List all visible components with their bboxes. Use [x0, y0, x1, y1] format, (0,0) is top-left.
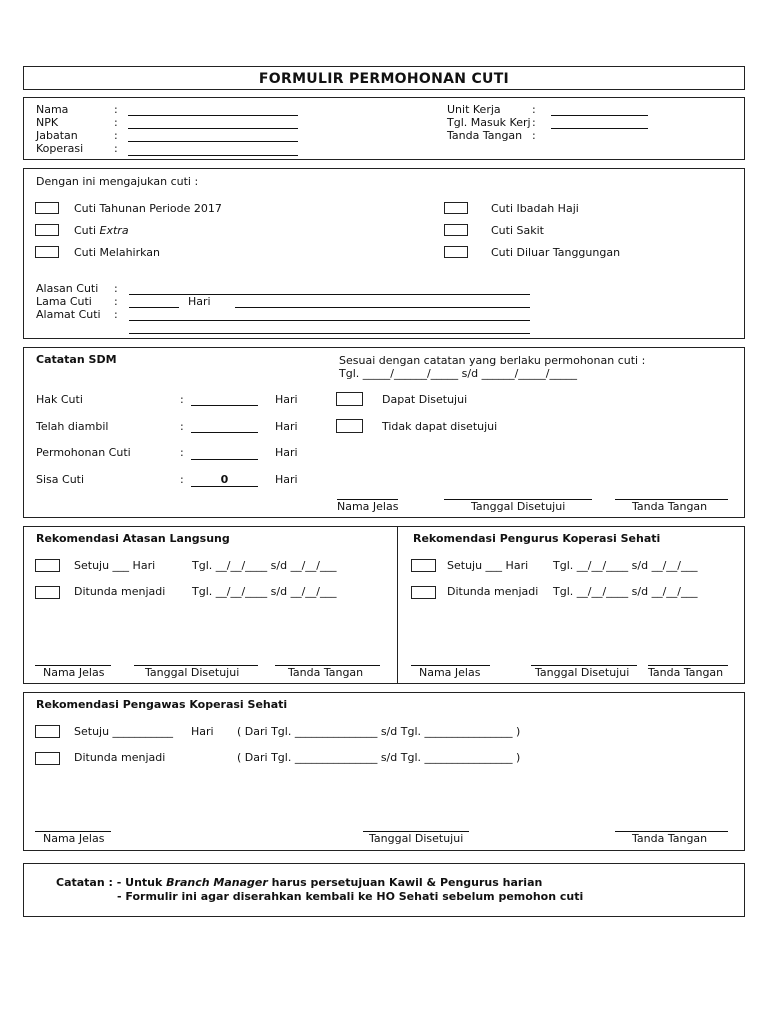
permohonan-cuti-hari: Hari [275, 446, 298, 459]
npk-label: NPK [36, 116, 59, 129]
atasan-ditunda-tgl: Tgl. __/__/____ s/d __/__/___ [192, 585, 337, 598]
colon: : [114, 129, 118, 142]
request-intro: Dengan ini mengajukan cuti : [36, 175, 199, 188]
sisa-cuti-hari: Hari [275, 473, 298, 486]
hak-cuti-hari: Hari [275, 393, 298, 406]
jabatan-label: Jabatan [36, 129, 78, 142]
form-title: FORMULIR PERMOHONAN CUTI [258, 71, 510, 87]
sdm-nama-jelas: Nama Jelas [337, 500, 399, 513]
catatan-italic: Branch Manager [166, 876, 268, 889]
cuti-haji-checkbox[interactable] [444, 202, 468, 214]
hak-cuti-field[interactable] [191, 405, 258, 406]
tanda-tangan-label: Tanda Tangan [447, 129, 523, 142]
pengawas-nama-jelas: Nama Jelas [43, 832, 105, 845]
colon: : [180, 393, 184, 406]
cuti-melahirkan-checkbox[interactable] [35, 246, 59, 258]
pengawas-hari: Hari [191, 725, 214, 738]
request-box [23, 168, 745, 339]
permohonan-cuti-label: Permohonan Cuti [36, 446, 131, 459]
rekomendasi-box [23, 526, 745, 684]
sdm-box [23, 347, 745, 518]
catatan-rest: harus persetujuan Kawil & Pengurus harian [267, 876, 543, 889]
pengurus-nama-jelas: Nama Jelas [419, 666, 481, 679]
cuti-melahirkan-label: Cuti Melahirkan [74, 246, 161, 259]
cuti-tahunan-label: Cuti Tahunan Periode 2017 [74, 202, 222, 215]
pengawas-box [23, 692, 745, 851]
pengurus-title: Rekomendasi Pengurus Koperasi Sehati [413, 532, 661, 545]
pengurus-setuju-tgl: Tgl. __/__/____ s/d __/__/___ [553, 559, 698, 572]
koperasi-field[interactable] [128, 155, 298, 156]
pengawas-setuju: Setuju ___________ [74, 725, 174, 738]
pengurus-ditunda: Ditunda menjadi [447, 585, 539, 598]
pengurus-setuju: Setuju ___ Hari [447, 559, 529, 572]
pengawas-ditunda-checkbox[interactable] [35, 752, 60, 765]
lama-hari: Hari [188, 295, 211, 308]
colon: : [114, 142, 118, 155]
title-box [23, 66, 745, 90]
tgl-masuk-field[interactable] [551, 128, 648, 129]
jabatan-field[interactable] [128, 141, 298, 142]
atasan-setuju: Setuju ___ Hari [74, 559, 156, 572]
alamat-field-1[interactable] [129, 320, 530, 321]
sisa-cuti-value: 0 [220, 473, 229, 486]
atasan-ditunda-checkbox[interactable] [35, 586, 60, 599]
lama-field[interactable] [129, 307, 179, 308]
sdm-tanda-tangan: Tanda Tangan [632, 500, 708, 513]
colon: : [180, 473, 184, 486]
colon: : [114, 295, 118, 308]
sdm-date-line: Tgl. _____/______/_____ s/d ______/_____/_____ [339, 367, 577, 380]
pengurus-tanggal-disetujui: Tanggal Disetujui [535, 666, 630, 679]
cuti-extra-label [74, 224, 129, 237]
telah-diambil-hari: Hari [275, 420, 298, 433]
colon: : [114, 103, 118, 116]
catatan-line-1 [56, 876, 542, 889]
colon: : [114, 308, 118, 321]
unit-kerja-label: Unit Kerja [447, 103, 501, 116]
telah-diambil-field[interactable] [191, 432, 258, 433]
pengawas-title: Rekomendasi Pengawas Koperasi Sehati [36, 698, 288, 711]
pengawas-tanda-tangan: Tanda Tangan [632, 832, 708, 845]
alamat-field-2[interactable] [129, 333, 530, 334]
cuti-extra-checkbox[interactable] [35, 224, 59, 236]
sisa-cuti-field[interactable] [191, 486, 258, 487]
pengurus-ditunda-tgl: Tgl. __/__/____ s/d __/__/___ [553, 585, 698, 598]
colon: : [114, 282, 118, 295]
koperasi-label: Koperasi [36, 142, 84, 155]
colon: : [114, 116, 118, 129]
tgl-masuk-label: Tgl. Masuk Kerj [447, 116, 531, 129]
pengawas-ditunda-range: ( Dari Tgl. _______________ s/d Tgl. ________________ ) [237, 751, 521, 764]
nama-label: Nama [36, 103, 69, 116]
cuti-diluar-checkbox[interactable] [444, 246, 468, 258]
sdm-note: Sesuai dengan catatan yang berlaku permohonan cuti : [339, 354, 646, 367]
colon: : [532, 103, 536, 116]
colon: : [532, 129, 536, 142]
atasan-ditunda: Ditunda menjadi [74, 585, 166, 598]
cuti-sakit-checkbox[interactable] [444, 224, 468, 236]
lama-label: Lama Cuti [36, 295, 92, 308]
alamat-label: Alamat Cuti [36, 308, 101, 321]
pengawas-setuju-checkbox[interactable] [35, 725, 60, 738]
identity-box [23, 97, 745, 160]
sdm-tanggal-disetujui: Tanggal Disetujui [471, 500, 566, 513]
pengurus-setuju-checkbox[interactable] [411, 559, 436, 572]
sisa-cuti-label: Sisa Cuti [36, 473, 85, 486]
pengawas-tanggal-disetujui: Tanggal Disetujui [369, 832, 464, 845]
column-divider [397, 527, 398, 683]
cuti-tahunan-checkbox[interactable] [35, 202, 59, 214]
cuti-haji-label: Cuti Ibadah Haji [491, 202, 579, 215]
atasan-nama-jelas: Nama Jelas [43, 666, 105, 679]
catatan-line-2: - Formulir ini agar diserahkan kembali ke HO Sehati sebelum pemohon cuti [117, 890, 584, 903]
catatan-box [23, 863, 745, 917]
atasan-tanda-tangan: Tanda Tangan [288, 666, 364, 679]
npk-field[interactable] [128, 128, 298, 129]
catatan-prefix: Catatan : - Untuk [56, 876, 167, 889]
cuti-diluar-label: Cuti Diluar Tanggungan [491, 246, 621, 259]
pengawas-ditunda: Ditunda menjadi [74, 751, 166, 764]
cuti-extra-italic: Extra [99, 224, 129, 237]
permohonan-cuti-field[interactable] [191, 459, 258, 460]
dapat-disetujui-checkbox[interactable] [336, 392, 363, 406]
unit-kerja-field[interactable] [551, 115, 648, 116]
cuti-sakit-label: Cuti Sakit [491, 224, 544, 237]
colon: : [180, 420, 184, 433]
pengawas-setuju-range: ( Dari Tgl. _______________ s/d Tgl. ________________ ) [237, 725, 521, 738]
pengurus-ditunda-checkbox[interactable] [411, 586, 436, 599]
dapat-disetujui-label: Dapat Disetujui [382, 393, 468, 406]
hak-cuti-label: Hak Cuti [36, 393, 83, 406]
tidak-dapat-checkbox[interactable] [336, 419, 363, 433]
atasan-tanggal-disetujui: Tanggal Disetujui [145, 666, 240, 679]
sdm-title: Catatan SDM [36, 353, 117, 366]
pengurus-tanda-tangan: Tanda Tangan [648, 666, 724, 679]
nama-field[interactable] [128, 115, 298, 116]
colon: : [180, 446, 184, 459]
telah-diambil-label: Telah diambil [36, 420, 109, 433]
colon: : [532, 116, 536, 129]
lama-extra-field[interactable] [235, 307, 530, 308]
atasan-setuju-checkbox[interactable] [35, 559, 60, 572]
alasan-label: Alasan Cuti [36, 282, 99, 295]
atasan-title: Rekomendasi Atasan Langsung [36, 532, 230, 545]
tidak-dapat-label: Tidak dapat disetujui [382, 420, 498, 433]
atasan-setuju-tgl: Tgl. __/__/____ s/d __/__/___ [192, 559, 337, 572]
cuti-extra-prefix: Cuti [74, 224, 100, 237]
